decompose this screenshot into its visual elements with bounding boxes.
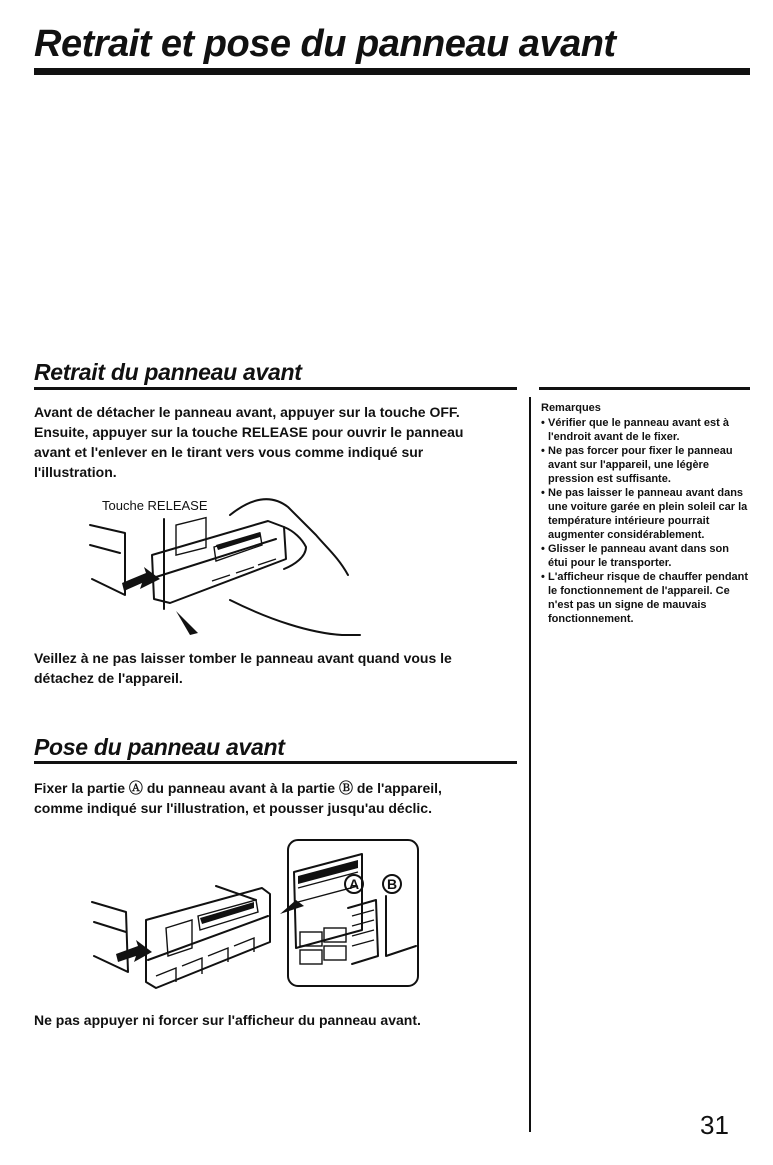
removal-line: Ensuite, appuyer sur la touche RELEASE pour ouvrir le panneau — [34, 424, 464, 440]
page-number: 31 — [700, 1110, 729, 1140]
release-illustration — [80, 485, 380, 645]
release-label: Touche RELEASE — [102, 498, 208, 513]
notes-list — [541, 416, 751, 626]
note-item: • Glisser le panneau avant dans son étui pour le transporter. — [541, 542, 751, 570]
installation-line: comme indiqué sur l'illustration, et pousser jusqu'au déclic. — [34, 800, 432, 816]
installation-caution: Ne pas appuyer ni forcer sur l'afficheur du panneau avant. — [34, 1012, 421, 1028]
installation-illustration — [86, 836, 426, 996]
title-rule — [34, 68, 750, 75]
column-divider — [529, 397, 531, 1132]
installation-line: Fixer la partie Ⓐ du panneau avant à la partie Ⓑ de l'appareil, — [34, 780, 442, 796]
note-item: • Ne pas forcer pour fixer le panneau avant sur l'appareil, une légère pression est suffisante. — [541, 444, 751, 486]
removal-heading-rule — [34, 387, 517, 390]
page-title: Retrait et pose du panneau avant — [34, 23, 616, 65]
installation-heading-rule — [34, 761, 517, 764]
notes-heading: Remarques — [541, 402, 601, 414]
removal-caution-line: détachez de l'appareil. — [34, 670, 183, 686]
removal-line: Avant de détacher le panneau avant, appuyer sur la touche OFF. — [34, 404, 460, 420]
removal-line: l'illustration. — [34, 464, 117, 480]
installation-heading: Pose du panneau avant — [34, 734, 285, 760]
note-item: • L'afficheur risque de chauffer pendant le fonctionnement de l'appareil. Ce n'est pas un signe de mauvais fonctionnement. — [541, 570, 751, 626]
label-a: A — [349, 876, 360, 892]
notes-rule — [539, 387, 750, 390]
removal-heading: Retrait du panneau avant — [34, 359, 302, 385]
notes-box — [541, 401, 751, 626]
removal-caution — [34, 648, 514, 688]
label-b: B — [387, 876, 398, 892]
removal-line: avant et l'enlever en le tirant vers vous comme indiqué sur — [34, 444, 424, 460]
installation-paragraph — [34, 778, 514, 818]
removal-caution-line: Veillez à ne pas laisser tomber le panneau avant quand vous le — [34, 650, 452, 666]
note-item: • Vérifier que le panneau avant est à l'endroit avant de le fixer. — [541, 416, 751, 444]
removal-paragraph — [34, 402, 514, 482]
note-item: • Ne pas laisser le panneau avant dans une voiture garée en plein soleil car la température intérieure pourrait augmenter considérablement. — [541, 486, 751, 542]
